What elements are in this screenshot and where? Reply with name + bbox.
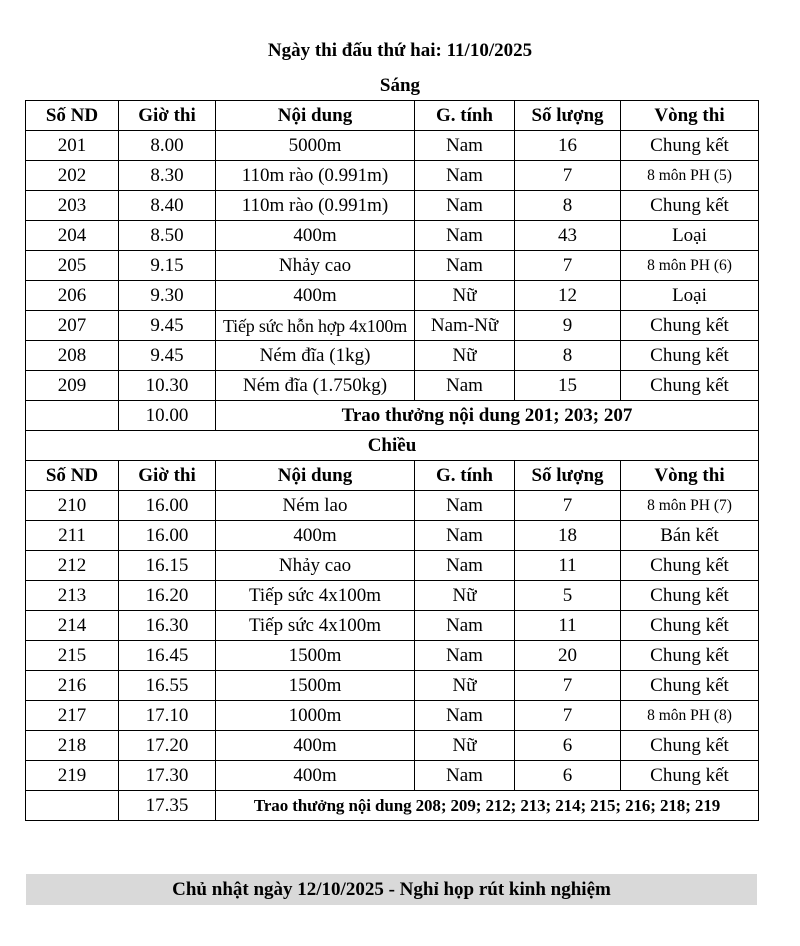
cell-event-name: 5000m: [216, 131, 415, 161]
cell-count: 7: [515, 161, 621, 191]
award-empty-cell: [26, 401, 119, 431]
cell-round: Chung kết: [621, 311, 759, 341]
cell-count: 8: [515, 341, 621, 371]
cell-count: 43: [515, 221, 621, 251]
cell-time: 9.30: [119, 281, 216, 311]
schedule-table: [25, 100, 759, 821]
cell-time: 17.30: [119, 761, 216, 791]
cell-gender: Nữ: [415, 341, 515, 371]
cell-event-number: 209: [26, 371, 119, 401]
column-header-gender: G. tính: [415, 461, 515, 491]
column-header-count: Số lượng: [515, 101, 621, 131]
cell-time: 16.00: [119, 521, 216, 551]
cell-event-number: 212: [26, 551, 119, 581]
cell-round: Chung kết: [621, 371, 759, 401]
award-text: Trao thưởng nội dung 208; 209; 212; 213; 214; 215; 216; 218; 219: [216, 791, 759, 821]
cell-count: 7: [515, 491, 621, 521]
cell-count: 16: [515, 131, 621, 161]
cell-count: 8: [515, 191, 621, 221]
cell-event-name: 110m rào (0.991m): [216, 191, 415, 221]
cell-event-name: 400m: [216, 761, 415, 791]
table-row: [26, 191, 759, 221]
cell-time: 16.45: [119, 641, 216, 671]
cell-round: Chung kết: [621, 341, 759, 371]
cell-event-name: Ném đĩa (1.750kg): [216, 371, 415, 401]
cell-count: 5: [515, 581, 621, 611]
table-row: [26, 281, 759, 311]
cell-time: 8.00: [119, 131, 216, 161]
table-row: [26, 731, 759, 761]
cell-round: Loại: [621, 281, 759, 311]
award-row-afternoon: [26, 791, 759, 821]
column-header-gender: G. tính: [415, 101, 515, 131]
cell-event-name: 110m rào (0.991m): [216, 161, 415, 191]
cell-gender: Nam: [415, 551, 515, 581]
award-time: 10.00: [119, 401, 216, 431]
cell-event-number: 206: [26, 281, 119, 311]
cell-round: Chung kết: [621, 641, 759, 671]
cell-gender: Nam: [415, 641, 515, 671]
cell-round: Chung kết: [621, 131, 759, 161]
table-row: [26, 251, 759, 281]
table-row: [26, 551, 759, 581]
table-row: [26, 341, 759, 371]
cell-event-name: Tiếp sức hỗn hợp 4x100m: [216, 311, 415, 341]
session-row-afternoon: [26, 431, 759, 461]
cell-time: 16.55: [119, 671, 216, 701]
column-header-event-number: Số ND: [26, 101, 119, 131]
session-label-morning: Sáng: [379, 75, 421, 96]
table-row: [26, 671, 759, 701]
cell-event-number: 210: [26, 491, 119, 521]
award-time: 17.35: [119, 791, 216, 821]
column-header-event-name: Nội dung: [216, 101, 415, 131]
cell-gender: Nam: [415, 371, 515, 401]
table-row: [26, 221, 759, 251]
cell-event-number: 205: [26, 251, 119, 281]
table-row: [26, 701, 759, 731]
cell-event-name: Tiếp sức 4x100m: [216, 581, 415, 611]
cell-event-name: Nhảy cao: [216, 551, 415, 581]
cell-round: Chung kết: [621, 191, 759, 221]
award-empty-cell: [26, 791, 119, 821]
cell-round: Chung kết: [621, 731, 759, 761]
cell-event-name: 400m: [216, 521, 415, 551]
table-row: [26, 311, 759, 341]
cell-event-number: 204: [26, 221, 119, 251]
cell-count: 11: [515, 611, 621, 641]
table-row: [26, 611, 759, 641]
cell-time: 10.30: [119, 371, 216, 401]
session-label: Chiều: [26, 431, 759, 461]
cell-gender: Nam-Nữ: [415, 311, 515, 341]
cell-time: 9.15: [119, 251, 216, 281]
cell-gender: Nam: [415, 491, 515, 521]
cell-time: 16.20: [119, 581, 216, 611]
column-header-event-name: Nội dung: [216, 461, 415, 491]
cell-count: 15: [515, 371, 621, 401]
cell-count: 11: [515, 551, 621, 581]
column-header-event-number: Số ND: [26, 461, 119, 491]
column-header-round: Vòng thi: [621, 461, 759, 491]
cell-count: 9: [515, 311, 621, 341]
award-text: Trao thưởng nội dung 201; 203; 207: [216, 401, 759, 431]
cell-time: 17.20: [119, 731, 216, 761]
cell-event-name: Nhảy cao: [216, 251, 415, 281]
header-row: [26, 101, 759, 131]
cell-event-number: 215: [26, 641, 119, 671]
cell-event-name: Tiếp sức 4x100m: [216, 611, 415, 641]
column-header-count: Số lượng: [515, 461, 621, 491]
cell-event-number: 201: [26, 131, 119, 161]
table-row: [26, 131, 759, 161]
cell-event-name: 1500m: [216, 671, 415, 701]
cell-count: 20: [515, 641, 621, 671]
cell-round: 8 môn PH (8): [621, 701, 759, 731]
cell-time: 17.10: [119, 701, 216, 731]
table-row: [26, 521, 759, 551]
table-row: [26, 161, 759, 191]
cell-event-number: 208: [26, 341, 119, 371]
column-header-time: Giờ thi: [119, 461, 216, 491]
table-row: [26, 371, 759, 401]
cell-event-number: 202: [26, 161, 119, 191]
cell-event-name: 1500m: [216, 641, 415, 671]
cell-time: 16.00: [119, 491, 216, 521]
cell-event-name: Ném lao: [216, 491, 415, 521]
cell-round: Bán kết: [621, 521, 759, 551]
cell-count: 12: [515, 281, 621, 311]
table-row: [26, 491, 759, 521]
cell-gender: Nam: [415, 131, 515, 161]
cell-event-number: 218: [26, 731, 119, 761]
cell-event-number: 203: [26, 191, 119, 221]
cell-round: 8 môn PH (6): [621, 251, 759, 281]
footer-note: Chủ nhật ngày 12/10/2025 - Nghỉ họp rút kinh nghiệm: [26, 874, 757, 905]
cell-count: 7: [515, 671, 621, 701]
page-title: Ngày thi đấu thứ hai: 11/10/2025: [267, 40, 533, 61]
cell-event-name: 1000m: [216, 701, 415, 731]
header-row: [26, 461, 759, 491]
cell-event-number: 217: [26, 701, 119, 731]
cell-time: 16.15: [119, 551, 216, 581]
cell-round: Chung kết: [621, 671, 759, 701]
cell-gender: Nam: [415, 251, 515, 281]
cell-count: 6: [515, 731, 621, 761]
column-header-round: Vòng thi: [621, 101, 759, 131]
cell-time: 16.30: [119, 611, 216, 641]
cell-gender: Nữ: [415, 731, 515, 761]
cell-time: 9.45: [119, 311, 216, 341]
cell-count: 7: [515, 251, 621, 281]
cell-round: Chung kết: [621, 761, 759, 791]
cell-event-name: 400m: [216, 221, 415, 251]
cell-event-name: 400m: [216, 281, 415, 311]
cell-event-number: 219: [26, 761, 119, 791]
cell-event-name: 400m: [216, 731, 415, 761]
cell-gender: Nam: [415, 521, 515, 551]
cell-gender: Nam: [415, 701, 515, 731]
cell-round: Chung kết: [621, 611, 759, 641]
cell-time: 8.30: [119, 161, 216, 191]
award-row-morning: [26, 401, 759, 431]
cell-event-name: Ném đĩa (1kg): [216, 341, 415, 371]
cell-round: 8 môn PH (5): [621, 161, 759, 191]
cell-count: 18: [515, 521, 621, 551]
cell-event-number: 214: [26, 611, 119, 641]
cell-gender: Nữ: [415, 671, 515, 701]
cell-time: 8.40: [119, 191, 216, 221]
cell-gender: Nam: [415, 221, 515, 251]
column-header-time: Giờ thi: [119, 101, 216, 131]
cell-gender: Nam: [415, 161, 515, 191]
table-row: [26, 581, 759, 611]
cell-gender: Nữ: [415, 281, 515, 311]
cell-time: 9.45: [119, 341, 216, 371]
schedule-body: [26, 101, 759, 821]
cell-event-number: 216: [26, 671, 119, 701]
cell-round: Chung kết: [621, 551, 759, 581]
cell-round: Chung kết: [621, 581, 759, 611]
table-row: [26, 761, 759, 791]
cell-event-number: 211: [26, 521, 119, 551]
cell-count: 7: [515, 701, 621, 731]
cell-round: Loại: [621, 221, 759, 251]
cell-gender: Nam: [415, 611, 515, 641]
cell-gender: Nam: [415, 761, 515, 791]
cell-event-number: 213: [26, 581, 119, 611]
cell-count: 6: [515, 761, 621, 791]
cell-time: 8.50: [119, 221, 216, 251]
cell-event-number: 207: [26, 311, 119, 341]
cell-round: 8 môn PH (7): [621, 491, 759, 521]
table-row: [26, 641, 759, 671]
cell-gender: Nam: [415, 191, 515, 221]
cell-gender: Nữ: [415, 581, 515, 611]
